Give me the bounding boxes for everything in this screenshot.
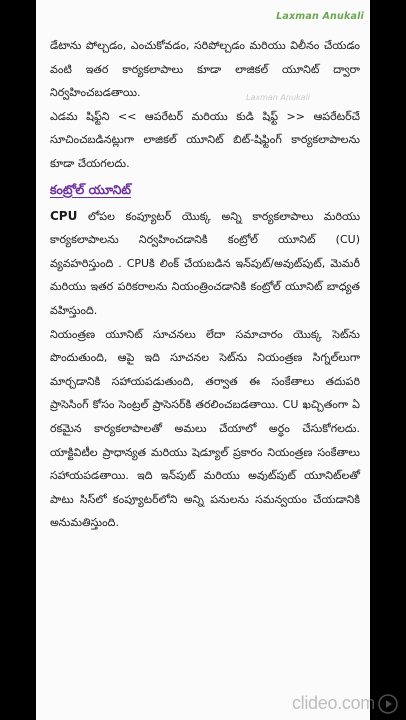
section-paragraph-2: నియంత్రణ యూనిట్ సూచనలు లేదా సమాచారం యొక్క సెట్‌ను పొందుతుంది, ఆపై ఇది సూచనల సెట్‌ను నియంత్రణ సిగ్నల్‌లుగా మార్చడానికి సహాయపడుతుంది, తర్వాత ఈ సంకేతాలు తదుపరి ప్రాసెసింగ్ కోసం సెంట్రల్ ప్రాసెసర్‌కి తరలించబడతాయి. CU ఖచ్చితంగా ఏ రకమైన కార్యకలాపాలతో అమలు చేయాలో అర్థం చేసుకోగలదు. యాక్టివిటీల ప్రాధాన్యత మరియు షెడ్యూల్ ప్రకారం నియంత్రణ సంకేతాలు సహాయపడతాయి. ఇది ఇన్‌పుట్ మరియు అవుట్‌పుట్ యూనిట్‌లతో పాటు సిస్‌లో కంప్యూటర్‌లోని అన్ని పనులను సమన్వయం చేయడానికి అనుమతిస్తుంది.	[50, 327, 360, 530]
intro-paragraph-1: డేటాను పోల్చడం, ఎంచుకోవడం, సరిపోల్చడం మరియు విలీనం చేయడం వంటి ఇతర కార్యకలాపాలు కూడా లాజికల్ యూనిట్ ద్వారా నిర్వహించబడతాయి.	[50, 39, 360, 100]
faint-watermark: Laxman Anukali	[246, 93, 310, 102]
intro-paragraph-2: ఎడమ షిఫ్ట్‌ని << ఆపరేటర్ మరియు కుడి షిఫ్ట్ >> ఆపరేటర్‌చే సూచించబడినట్లుగా లాజికల్ యూనిట్ బిట్-షిఫ్టింగ్ కార్యకలాపాలను కూడా చేయగలదు.	[50, 109, 360, 170]
clideo-logo-icon	[378, 694, 398, 714]
author-name: Laxman Anukali	[276, 11, 364, 22]
document-content	[50, 34, 360, 535]
clideo-watermark	[292, 693, 398, 714]
section-paragraph-1	[50, 205, 360, 323]
section-heading: కంట్రోల్ యూనిట్	[50, 181, 132, 197]
section-paragraph-1-text: లోపల కంప్యూటర్ యొక్క అన్ని కార్యకలాపాలు మరియు కార్యకలాపాలను నిర్వహించడానికి కంట్రోల్ యూనిట్ (CU) వ్యవహరిస్తుంది . CPUకి లింక్ చేయబడిన ఇన్‌పుట్/అవుట్‌పుట్, మెమరీ మరియు ఇతర పరికరాలను నియంత్రించడానికి కంట్రోల్ యూనిట్ బాధ్యత వహిస్తుంది.	[50, 209, 360, 317]
lead-word: CPU	[50, 208, 78, 223]
document-page	[36, 0, 370, 720]
clideo-brand-text: clideo.com	[291, 693, 375, 713]
